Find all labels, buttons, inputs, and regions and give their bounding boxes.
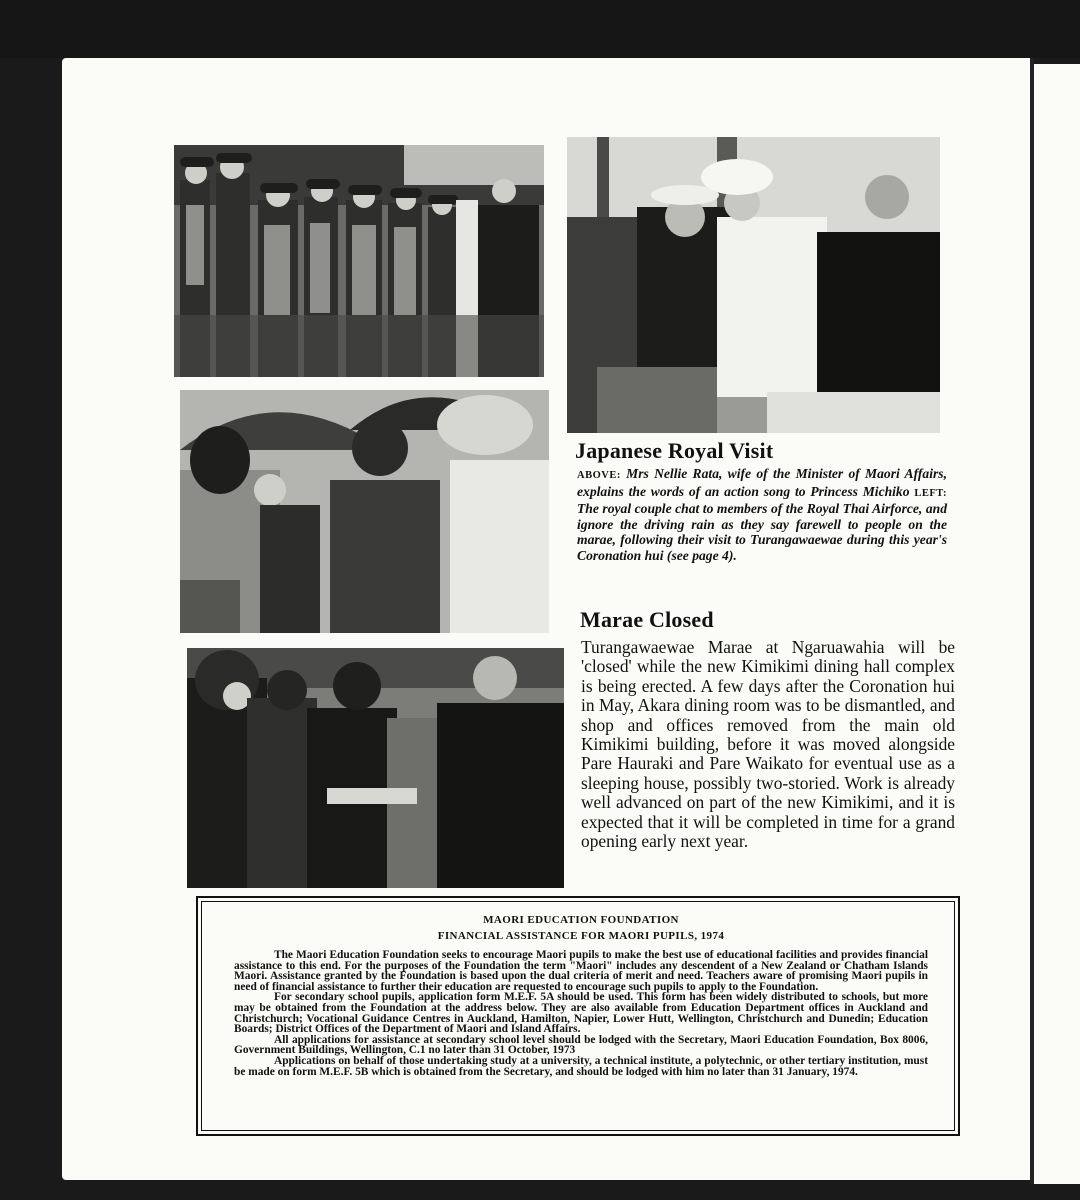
foundation-notice-box bbox=[196, 896, 960, 1136]
facing-page-edge bbox=[1034, 64, 1080, 1184]
notice-title-line2: FINANCIAL ASSISTANCE FOR MAORI PUPILS, 1974 bbox=[437, 930, 725, 942]
photo-caption bbox=[577, 466, 947, 564]
notice-paragraph: The Maori Education Foundation seeks to encourage Maori pupils to make the best use of educational facilities and provides financial assistance to this end. For the purposes of the Foundation the term "Maori" includes any descendent of a New Zealand or Chatham Islands Maori. Assistance granted by the Foundation is based upon the dual criteria of merit and need. Teachers aware of promising Maori pupils in need of financial assistance to further their education are requested to encourage such pupils to apply to the Foundation. bbox=[234, 949, 928, 993]
caption-left-label: LEFT: bbox=[914, 487, 947, 499]
notice-paragraph: For secondary school pupils, application form M.E.F. 5A should be used. This form has been widely distributed to schools, but more may be obtained from the Foundation at the address below. They are also available from Education Department offices in Auckland and Christchurch; Vocational Guidance Centres in Auckland, Hamilton, Napier, Lower Hutt, Wellington, Christchurch and Dunedin; Education Boards; District Offices of the Department of Maori and Island Affairs. bbox=[234, 991, 928, 1036]
photo-farewell-in-rain bbox=[180, 390, 549, 633]
photo-royal-couple-thai-airforce bbox=[174, 145, 544, 377]
notice-paragraph: All applications for assistance at secondary school level should be lodged with the Secretary, Maori Education Foundation, Box 8006, Government Buildings, Wellington, C.1 no later than 31 October, 1973 bbox=[234, 1033, 928, 1057]
notice-title-line1: MAORI EDUCATION FOUNDATION bbox=[483, 914, 679, 926]
heading-marae-closed: Marae Closed bbox=[580, 607, 714, 632]
marae-closed-article: Turangawaewae Marae at Ngaruawahia will be 'closed' while the new Kimikimi dining hall complex is being erected. A few days after the Coronation hui in May, Akara dining room was to be dismantled, and shop and offices removed from the main old Kimikimi building, before it was moved alongside Pare Hauraki and Pare Waikato for eventual use as a sleeping house, possibly two-storied. Work is already well advanced on part of the new Kimikimi, and it is expected that it will be completed in time for a grand opening early next year. bbox=[581, 637, 955, 852]
photo-royal-couple-seated bbox=[567, 137, 940, 433]
notice-paragraph: Applications on behalf of those undertaking study at a university, a technical institute, a polytechnic, or other tertiary institution, must be made on form M.E.F. 5B which is obtained from the Secretary, and should be lodged with him no later than 31 January, 1974. bbox=[234, 1054, 928, 1078]
caption-above-label: ABOVE: bbox=[577, 470, 621, 481]
caption-text-part1: Mrs Nellie Rata, wife of the Minister of Maori Affairs, explains the words of an action song to Princess Michiko bbox=[577, 466, 947, 499]
scan-border-top bbox=[0, 0, 1080, 58]
caption-text-part2: The royal couple chat to members of the Royal Thai Airforce, and ignore the driving rain as they say farewell to people on the marae, following their visit to Turangawaewae during this year's Coronation hui (see page 4). bbox=[577, 501, 947, 563]
photo-handshake-on-marae bbox=[187, 648, 564, 888]
heading-japanese-royal-visit: Japanese Royal Visit bbox=[575, 438, 774, 463]
